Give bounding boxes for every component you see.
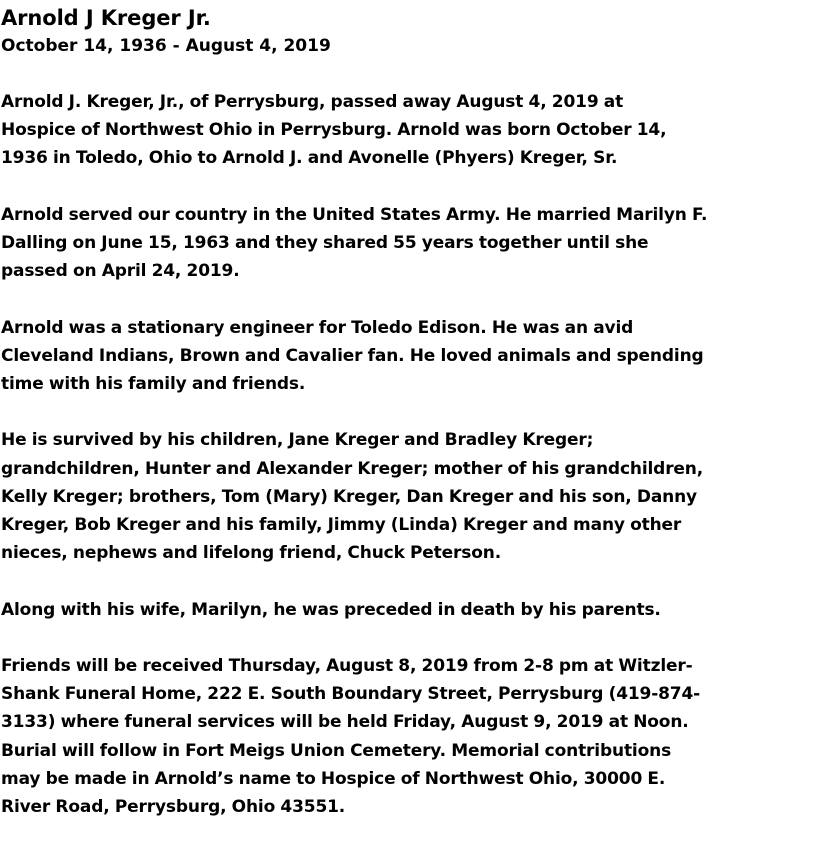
text-line: Hospice of Northwest Ohio in Perrysburg. Arnold was born October 14, <box>1 120 667 141</box>
text-line: Cleveland Indians, Brown and Cavalier fan. He loved animals and spending <box>1 345 704 366</box>
text-line: Along with his wife, Marilyn, he was preceded in death by his parents. <box>1 599 661 620</box>
text-line: time with his family and friends. <box>1 374 306 394</box>
text-line: Friends will be received Thursday, August 8, 2019 from 2-8 pm at Witzler- <box>1 655 693 676</box>
paragraph-military-marriage <box>1 201 817 286</box>
text-line: 1936 in Toledo, Ohio to Arnold J. and Avonelle (Phyers) Kreger, Sr. <box>1 148 618 169</box>
text-line: nieces, nephews and lifelong friend, Chuck Peterson. <box>1 543 502 564</box>
text-line: Arnold was a stationary engineer for Toledo Edison. He was an avid <box>1 317 634 338</box>
text-line: may be made in Arnold’s name to Hospice of Northwest Ohio, 30000 E. <box>1 768 666 789</box>
obituary-dates: October 14, 1936 - August 4, 2019 <box>1 36 331 56</box>
paragraph-services <box>1 652 817 821</box>
paragraph-survivors <box>1 426 817 567</box>
text-line: Kreger, Bob Kreger and his family, Jimmy (Linda) Kreger and many other <box>1 515 682 535</box>
text-line: Dalling on June 15, 1963 and they shared 55 years together until she <box>1 233 649 253</box>
text-line: Arnold J. Kreger, Jr., of Perrysburg, passed away August 4, 2019 at <box>1 92 624 112</box>
paragraph-career-interests <box>1 314 817 399</box>
text-line: River Road, Perrysburg, Ohio 43551. <box>1 797 346 817</box>
text-line: Arnold served our country in the United States Army. He married Marilyn F. <box>1 204 708 225</box>
text-line: Kelly Kreger; brothers, Tom (Mary) Kreger, Dan Kreger and his son, Danny <box>1 486 697 507</box>
obituary-name: Arnold J Kreger Jr. <box>1 6 211 30</box>
text-line: He is survived by his children, Jane Kreger and Bradley Kreger; <box>1 430 594 451</box>
text-line: grandchildren, Hunter and Alexander Kreger; mother of his grandchildren, <box>1 458 704 479</box>
paragraph-preceded-in-death <box>1 596 817 624</box>
text-line: Shank Funeral Home, 222 E. South Boundary Street, Perrysburg (419-874- <box>1 684 701 705</box>
text-line: passed on April 24, 2019. <box>1 261 240 282</box>
text-line: Burial will follow in Fort Meigs Union Cemetery. Memorial contributions <box>1 740 672 761</box>
text-line: 3133) where funeral services will be held Friday, August 9, 2019 at Noon. <box>1 712 689 733</box>
obituary-document <box>1 4 817 849</box>
paragraph-death-notice <box>1 88 817 173</box>
